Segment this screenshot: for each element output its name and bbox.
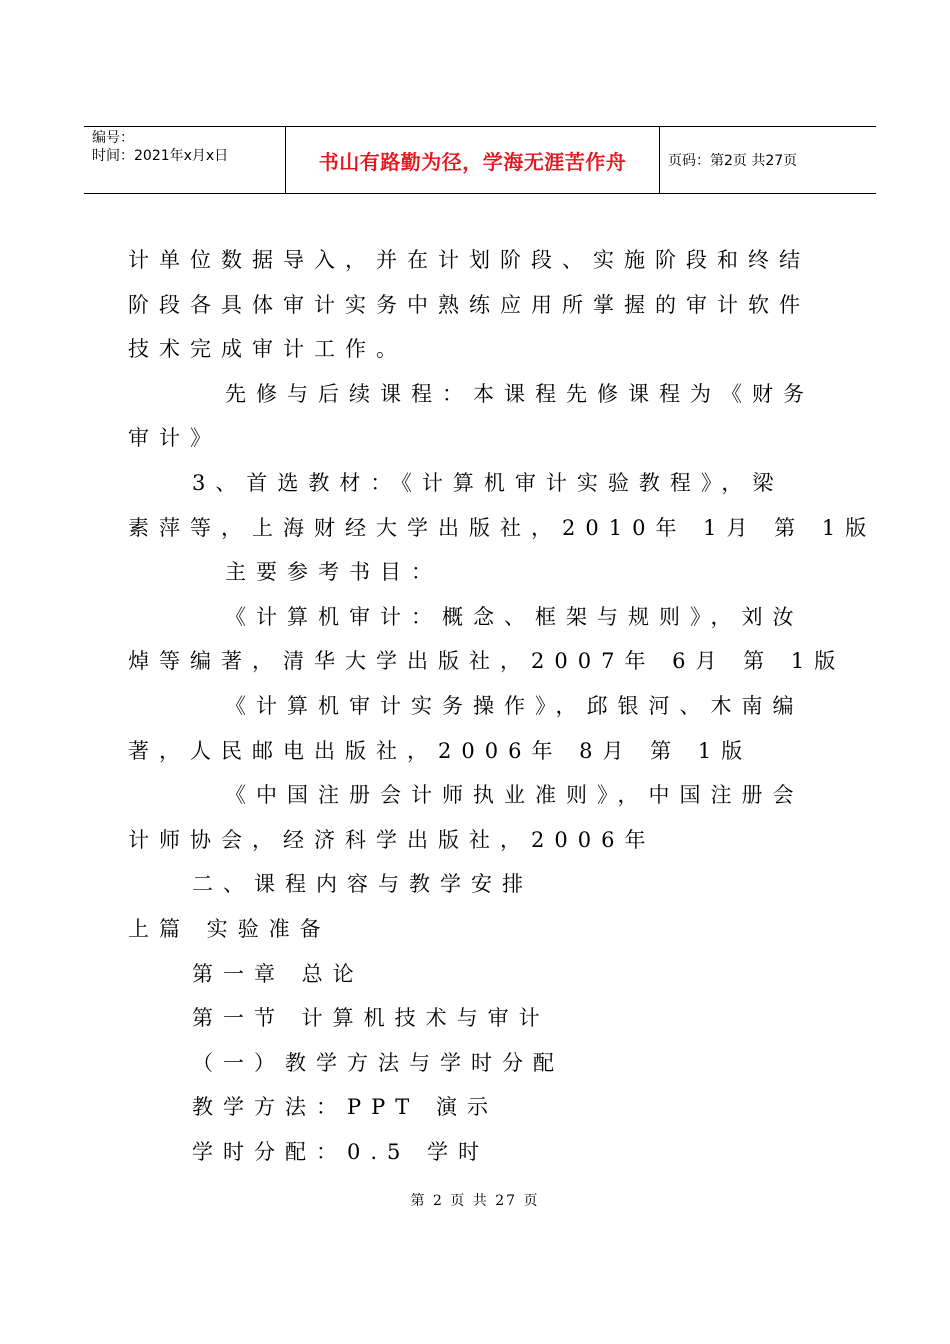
header-page-cell — [660, 127, 876, 193]
header-motto-cell — [286, 127, 660, 193]
body-line: 计单位数据导入，并在计划阶段、实施阶段和终结 — [128, 248, 810, 272]
document-number-label: 编号： — [92, 130, 134, 146]
document-time-label: 时间：2021年x月x日 — [92, 148, 229, 164]
class-hours: 学时分配：0.5 学时 — [192, 1139, 490, 1164]
page-header — [84, 126, 876, 194]
header-left-cell — [84, 127, 286, 193]
page-footer: 第 2 页 共 27 页 — [410, 1193, 540, 1209]
section-heading: 二、课程内容与教学安排 — [192, 872, 533, 897]
body-line: 阶段各具体审计实务中熟练应用所掌握的审计软件 — [128, 292, 810, 317]
body-line: 《计算机审计实务操作》，邱银河、木南编 — [225, 693, 804, 718]
body-line: 计师协会，经济科学出版社，2006年 — [128, 827, 656, 852]
part-heading: 上篇 实验准备 — [128, 916, 331, 941]
body-line: 焯等编著，清华大学出版社，2007年 6月 第 1版 — [128, 649, 846, 674]
body-line: 主要参考书目： — [225, 560, 442, 585]
body-line: 《中国注册会计师执业准则》，中国注册会 — [225, 783, 804, 808]
teaching-method: 教学方法：PPT 演示 — [192, 1095, 498, 1120]
header-motto: 书山有路勤为径，学海无涯苦作舟 — [318, 149, 627, 174]
body-line: 素萍等，上海财经大学出版社，2010年 1月 第 1版 — [128, 515, 877, 540]
document-body — [128, 238, 877, 1174]
section-title: 第一节 计算机技术与审计 — [192, 1006, 550, 1031]
body-line: 先修与后续课程：本课程先修课程为《财务 — [225, 381, 814, 406]
body-line: 技术完成审计工作。 — [128, 337, 407, 362]
body-line: 《计算机审计：概念、框架与规则》，刘汝 — [225, 604, 804, 629]
subsection-title: （一）教学方法与学时分配 — [192, 1050, 564, 1075]
chapter-heading: 第一章 总论 — [192, 961, 364, 986]
body-line: 著，人民邮电出版社，2006年 8月 第 1版 — [128, 738, 753, 763]
body-line: 审计》 — [128, 426, 221, 451]
body-line: 3、首选教材：《计算机审计实验教程》，梁 — [192, 470, 784, 495]
header-page-info: 页码：第2页 共27页 — [668, 153, 798, 169]
